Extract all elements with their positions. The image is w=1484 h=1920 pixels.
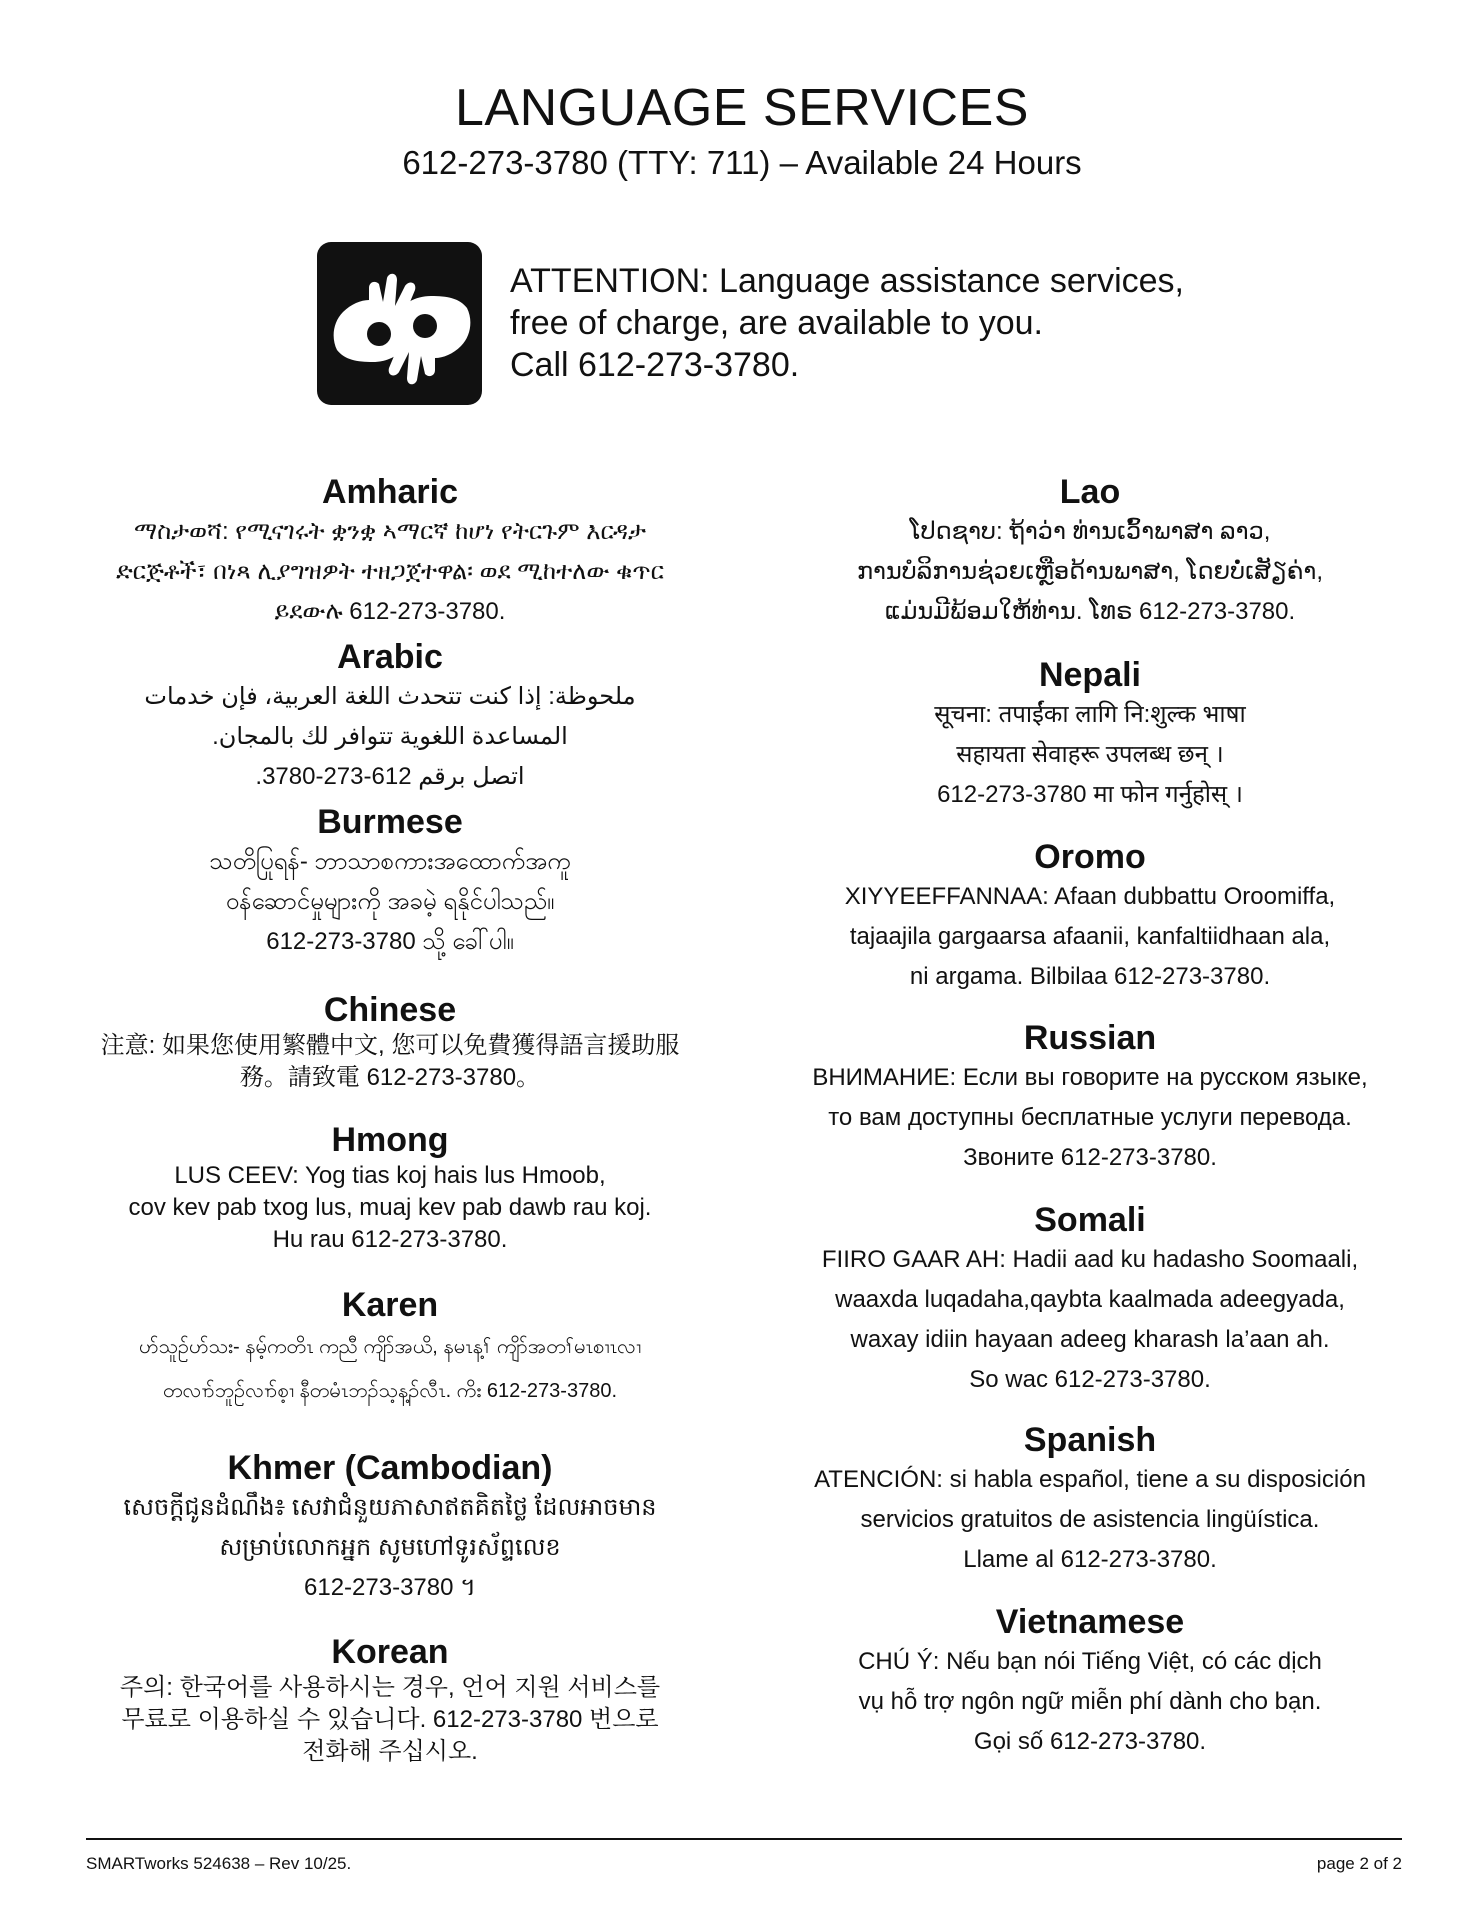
lang-section-spanish <box>740 1420 1440 1580</box>
notice-line: ملحوظة: إذا كنت تتحدث اللغة العربية، فإن خدمات <box>144 683 636 710</box>
lang-heading: Lao <box>1059 473 1121 511</box>
notice-line: servicios gratuitos de asistencia lingüística. <box>860 1506 1320 1533</box>
page-title: LANGUAGE SERVICES <box>455 79 1029 137</box>
lang-notice <box>740 695 1440 815</box>
lang-section-amharic <box>50 472 730 632</box>
lang-notice <box>740 877 1440 997</box>
lang-notice <box>50 512 730 632</box>
lang-notice <box>740 1058 1440 1178</box>
lang-section-hmong <box>50 1120 730 1256</box>
lang-notice <box>50 1030 730 1094</box>
lang-heading: Korean <box>331 1633 449 1671</box>
notice-line: ATENCIÓN: si habla español, tiene a su disposición <box>814 1466 1366 1493</box>
lang-section-arabic <box>50 637 730 797</box>
notice-line: المساعدة اللغوية تتوافر لك بالمجان. <box>212 723 568 750</box>
lang-heading: Oromo <box>1034 838 1146 876</box>
lang-notice <box>740 1460 1440 1580</box>
lang-section-karen <box>50 1285 730 1413</box>
notice-line: Hu rau 612-273-3780. <box>272 1226 508 1253</box>
notice-line: 612-273-3780 ។ <box>304 1574 476 1601</box>
notice-line: 注意: 如果您使用繁體中文, 您可以免費獲得語言援助服 <box>100 1032 680 1059</box>
lang-heading: Burmese <box>317 803 463 841</box>
notice-line: اتصل برقم 612-273-3780. <box>255 763 525 790</box>
lang-heading: Nepali <box>1038 656 1142 694</box>
notice-line: တလၢာ်ဘူဉ်လၢာ်စ့ၢ နီတမံၤဘၣ်သ့န့ၣ်လီၤ. ကိး 612-273-3780. <box>162 1380 617 1402</box>
notice-line: LUS CEEV: Yog tias koj hais lus Hmoob, <box>174 1162 606 1189</box>
notice-line: 무료로 이용하실 수 있습니다. 612-273-3780 번으로 <box>121 1706 659 1733</box>
lang-heading: Amharic <box>321 473 459 511</box>
lang-section-vietnamese <box>740 1602 1440 1762</box>
lang-section-oromo <box>740 837 1440 997</box>
lang-notice <box>50 1325 730 1413</box>
notice-line: សម្រាប់លោកអ្នក សូមហៅទូរស័ព្ទលេខ <box>219 1534 561 1561</box>
lang-section-somali <box>740 1200 1440 1400</box>
notice-line: waaxda luqadaha,qaybta kaalmada adeegyada, <box>835 1286 1345 1313</box>
notice-line: waxay idiin hayaan adeeg kharash la’aan ah. <box>850 1326 1330 1353</box>
attention-notice <box>510 260 1310 386</box>
notice-line: ဟ်သူဉ်ဟ်သး- နမ့်ကတိၤ ကညီ ကျိာ်အယိ, နမၤန့ၢ် ကျိာ်အတၢ်မၤစၢၤလၢ <box>138 1336 641 1358</box>
notice-line: ВНИМАНИЕ: Если вы говорите на русском языке, <box>812 1064 1368 1091</box>
lang-section-russian <box>740 1018 1440 1178</box>
notice-line: cov kev pab txog lus, muaj kev pab dawb rau koj. <box>128 1194 652 1221</box>
lang-heading: Somali <box>1034 1201 1146 1239</box>
notice-line: 주의: 한국어를 사용하시는 경우, 언어 지원 서비스를 <box>119 1674 661 1701</box>
notice-line: ການບໍລິການຊ່ວຍເຫຼືອດ້ານພາສາ, ໂດຍບໍ່ເສັຽຄ່າ, <box>856 558 1324 585</box>
lang-heading: Arabic <box>337 638 443 676</box>
attention-line: free of charge, are available to you. <box>510 304 1043 342</box>
notice-line: သတိပြုရန်- ဘာသာစကားအထောက်အကူ <box>209 848 571 875</box>
notice-line: ဝန်ဆောင်မှုများကို အခမဲ့ ရနိုင်ပါသည်။ <box>225 888 555 915</box>
lang-notice <box>740 512 1440 632</box>
footer-divider <box>86 1838 1402 1840</box>
notice-line: то вам доступны бесплатные услуги перевода. <box>828 1104 1352 1131</box>
lang-notice <box>50 677 730 797</box>
lang-heading: Chinese <box>323 991 457 1029</box>
sign-language-icon <box>317 242 482 405</box>
notice-line: सहायता सेवाहरू उपलब्ध छन् । <box>956 741 1224 768</box>
lang-notice <box>50 842 730 962</box>
notice-line: ໂປດຊາບ: ຖ້າວ່າ ທ່ານເວົ້າພາສາ ລາວ, <box>909 518 1271 545</box>
notice-line: ድርጅቶች፣ በነጻ ሊያግዝዎት ተዘጋጀተዋል፡ ወደ ሚከተለው ቁጥር <box>116 558 664 585</box>
notice-line: सूचना: तपाईंका लागि नि:शुल्क भाषा <box>934 701 1246 728</box>
notice-line: សេចក្តីជូនដំណឹង៖ សេវាជំនួយភាសាឥតគិតថ្លៃ ដែលអាចមាន <box>123 1494 657 1521</box>
notice-line: vụ hỗ trợ ngôn ngữ miễn phí dành cho bạn. <box>858 1688 1322 1715</box>
lang-section-chinese <box>50 990 730 1094</box>
lang-heading: Spanish <box>1023 1421 1157 1459</box>
notice-line: 612-273-3780 मा फोन गर्नुहोस् । <box>937 781 1243 808</box>
lang-notice <box>740 1240 1440 1400</box>
lang-notice <box>50 1488 730 1608</box>
lang-notice <box>50 1160 730 1256</box>
attention-line: Call 612-273-3780. <box>510 346 800 384</box>
notice-line: So wac 612-273-3780. <box>969 1366 1211 1393</box>
lang-heading: Hmong <box>331 1121 449 1159</box>
notice-line: ይደውሉ 612-273-3780. <box>274 598 506 625</box>
notice-line: ማስታወሻ: የሚናገሩት ቋንቋ ኣማርኛ ከሆነ የትርጉም እርዳታ <box>133 518 646 545</box>
lang-notice <box>740 1642 1440 1762</box>
lang-heading: Khmer (Cambodian) <box>227 1449 553 1487</box>
lang-notice <box>50 1672 730 1768</box>
notice-line: 612-273-3780 သို့ ခေါ်ပါ။ <box>266 928 514 955</box>
lang-section-burmese <box>50 802 730 962</box>
notice-line: tajaajila gargaarsa afaanii, kanfaltiidhaan ala, <box>849 923 1331 950</box>
footer-document-id: SMARTworks 524638 – Rev 10/25. <box>86 1854 352 1873</box>
notice-line: Gọi số 612-273-3780. <box>973 1728 1207 1755</box>
attention-line: ATTENTION: Language assistance services, <box>510 262 1184 300</box>
lang-section-korean <box>50 1632 730 1768</box>
notice-line: ni argama. Bilbilaa 612-273-3780. <box>909 963 1271 990</box>
notice-line: XIYYEEFFANNAA: Afaan dubbattu Oroomiffa, <box>844 883 1336 910</box>
notice-line: Звоните 612-273-3780. <box>963 1144 1217 1171</box>
lang-heading: Vietnamese <box>995 1603 1185 1641</box>
notice-line: 전화해 주십시오. <box>302 1738 478 1765</box>
footer-page-number: page 2 of 2 <box>1316 1854 1402 1873</box>
notice-line: ແມ່ນມີພ້ອມໃຫ້ທ່ານ. ໂທຣ 612-273-3780. <box>884 598 1296 625</box>
lang-heading: Karen <box>341 1286 439 1324</box>
lang-section-khmer <box>50 1448 730 1608</box>
page-subtitle: 612-273-3780 (TTY: 711) – Available 24 Hours <box>402 144 1082 181</box>
lang-section-nepali <box>740 655 1440 815</box>
notice-line: Llame al 612-273-3780. <box>963 1546 1217 1573</box>
notice-line: 務。請致電 612-273-3780。 <box>239 1064 541 1091</box>
notice-line: CHÚ Ý: Nếu bạn nói Tiếng Việt, có các dịch <box>858 1648 1322 1675</box>
lang-heading: Russian <box>1023 1019 1157 1057</box>
notice-line: FIIRO GAAR AH: Hadii aad ku hadasho Soomaali, <box>821 1246 1359 1273</box>
lang-section-lao <box>740 472 1440 632</box>
